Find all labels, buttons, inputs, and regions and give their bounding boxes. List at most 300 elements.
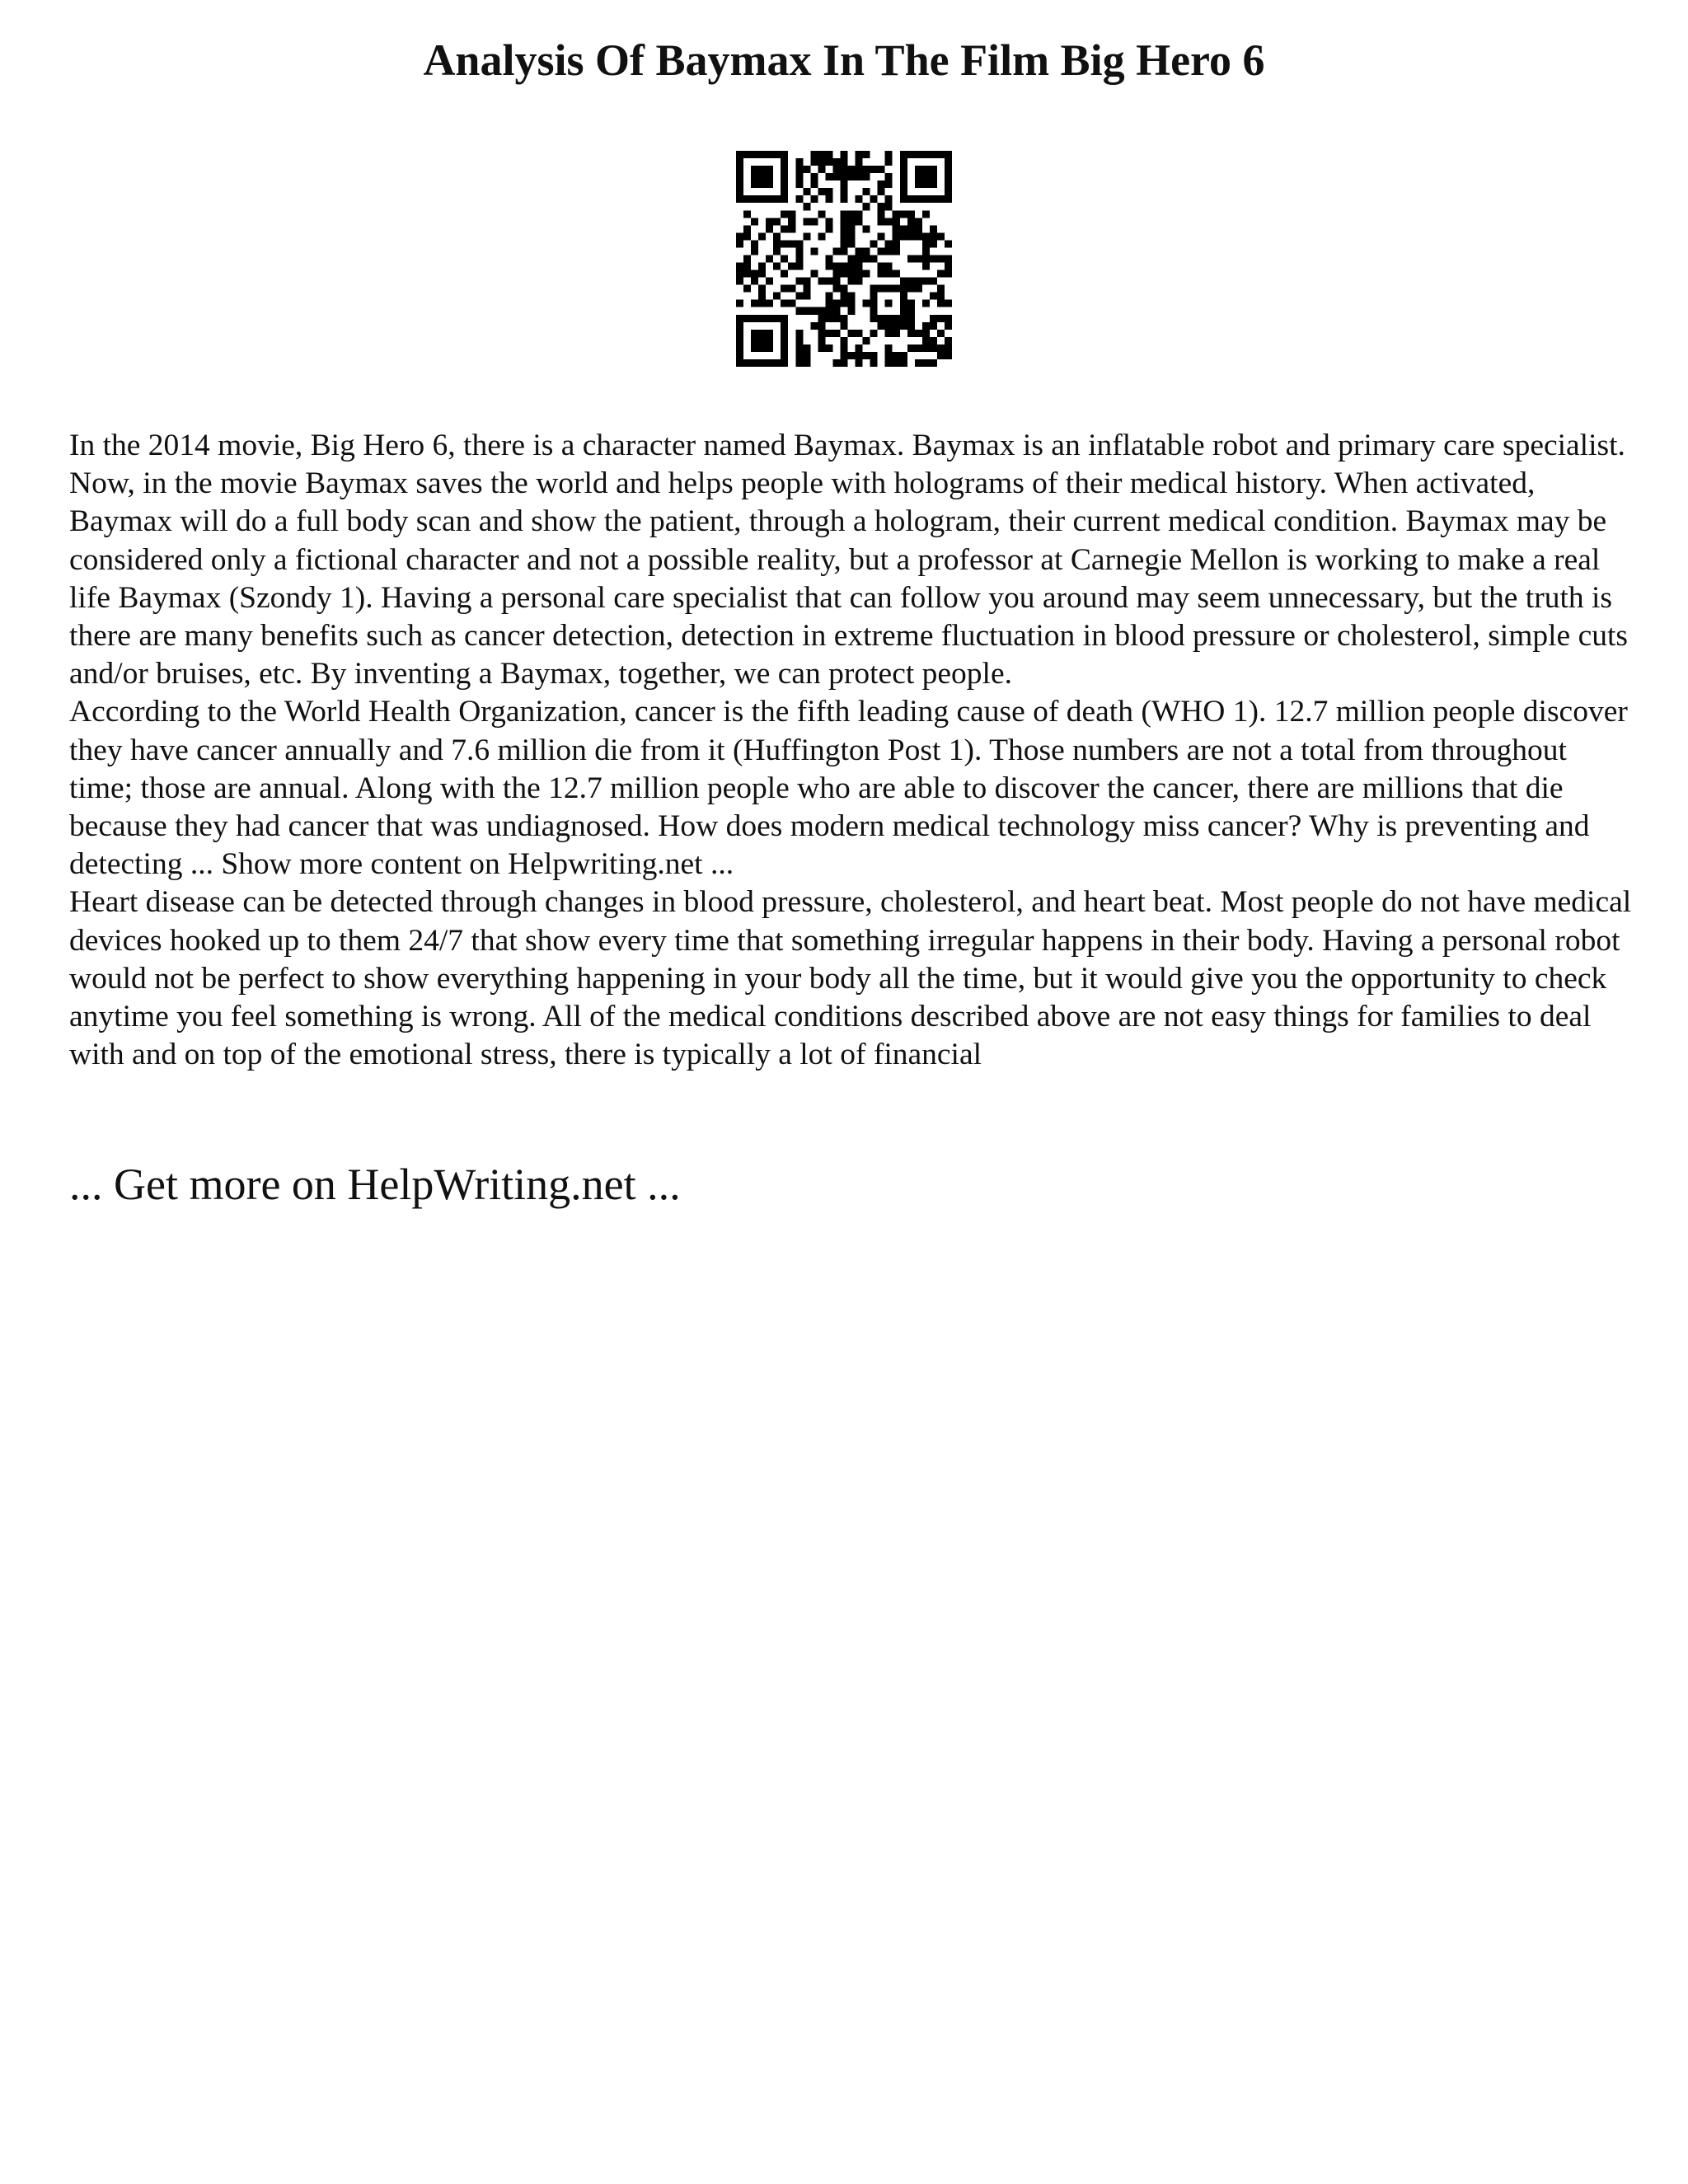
qr-module [937,293,945,300]
qr-module [930,359,937,367]
qr-module [937,300,945,307]
qr-module [751,247,758,255]
qr-module [856,352,863,359]
qr-module [937,255,945,262]
qr-module [781,315,788,322]
qr-module [856,158,863,166]
qr-module [818,278,825,285]
qr-module [773,293,781,300]
qr-module [818,158,825,166]
qr-module [945,255,952,262]
paragraph-1: In the 2014 movie, Big Hero 6, there is a character named Baymax. Baymax is an inflatable robot and primary care specialist. Now, in the movie Baymax saves the world and helps people with holograms of their medical history. When activated, Baymax will do a full body scan and show the patient, through a hologram, their current medical condition. Baymax may be considered only a fictional character and not a possible reality, but a professor at Carnegie Mellon is working to make a real life Baymax (Szondy 1). Having a personal care specialist that can follow you around may seem unnecessary, but the truth is there are many benefits such as cancer detection, detection in extreme fluctuation in blood pressure or cholesterol, simple cuts and/or bruises, etc. By inventing a Baymax, together, we can protect people. [69,429,1628,691]
qr-module [743,195,751,203]
qr-module [795,359,803,367]
qr-module [870,285,878,293]
qr-module [781,173,788,180]
qr-module [736,180,743,188]
qr-module [825,151,832,158]
qr-module [893,240,900,247]
qr-module [825,225,832,232]
qr-module [848,270,856,278]
qr-module [885,180,893,188]
qr-module [781,188,788,195]
qr-module [930,278,937,285]
qr-module [893,232,900,240]
qr-module [900,315,907,322]
qr-module [907,285,915,293]
qr-module [922,180,930,188]
qr-module [848,166,856,173]
qr-module [878,188,885,195]
qr-module [773,359,781,367]
qr-module [885,322,893,330]
get-more-link[interactable]: ... Get more on HelpWriting.net ... [69,1160,681,1209]
qr-module [795,293,803,300]
qr-module [885,263,893,270]
qr-module [915,151,922,158]
article-body [69,427,1635,1074]
qr-module [907,151,915,158]
qr-module [795,337,803,344]
qr-module [781,166,788,173]
qr-module [832,278,840,285]
qr-module [856,359,863,367]
qr-module [848,240,856,247]
qr-module [945,270,952,278]
qr-module [907,315,915,322]
qr-module [848,225,856,232]
qr-module [945,263,952,270]
qr-module [907,210,915,218]
qr-module [915,285,922,293]
qr-module [773,195,781,203]
qr-module [922,195,930,203]
qr-module [937,315,945,322]
qr-module [885,173,893,180]
qr-module [810,158,818,166]
qr-module [781,158,788,166]
qr-module [743,151,751,158]
qr-module [915,225,922,232]
qr-module [751,315,758,322]
qr-module [803,203,810,210]
qr-module [863,166,870,173]
qr-module [945,173,952,180]
qr-module [825,158,832,166]
qr-module [773,247,781,255]
qr-module [840,337,847,344]
qr-module [743,315,751,322]
qr-module [840,247,847,255]
qr-module [803,293,810,300]
qr-module [736,232,743,240]
qr-module [773,263,781,270]
qr-module [870,293,878,300]
qr-module [878,232,885,240]
qr-module [922,210,930,218]
qr-module [766,255,773,262]
qr-module [930,232,937,240]
qr-module [915,180,922,188]
qr-module [922,278,930,285]
qr-module [856,270,863,278]
qr-module [736,173,743,180]
qr-module [878,270,885,278]
qr-module [803,218,810,225]
qr-module [893,359,900,367]
qr-module [766,218,773,225]
qr-module [781,195,788,203]
qr-code-graphic [736,151,952,367]
qr-module [878,166,885,173]
qr-module [930,225,937,232]
qr-module [825,278,832,285]
qr-module [781,337,788,344]
qr-module [907,255,915,262]
qr-module [795,278,803,285]
qr-module [900,307,907,315]
qr-module [795,263,803,270]
qr-module [937,330,945,337]
qr-module [818,232,825,240]
qr-module [840,232,847,240]
qr-module [878,247,885,255]
qr-module [736,359,743,367]
qr-module [736,344,743,352]
qr-module [766,315,773,322]
qr-module [818,151,825,158]
qr-module [781,255,788,262]
qr-module [907,330,915,337]
qr-module [736,278,743,285]
qr-module [915,173,922,180]
qr-module [893,315,900,322]
qr-module [758,300,766,307]
qr-module [803,232,810,240]
qr-module [945,151,952,158]
qr-module [930,322,937,330]
qr-module [788,263,795,270]
qr-module [795,330,803,337]
qr-module [818,315,825,322]
qr-module [907,195,915,203]
qr-module [930,344,937,352]
qr-module [945,166,952,173]
qr-module [781,330,788,337]
qr-module [803,166,810,173]
qr-module [803,188,810,195]
qr-module [856,195,863,203]
qr-module [863,188,870,195]
qr-module [922,359,930,367]
qr-module [922,330,930,337]
qr-module [922,247,930,255]
qr-module [922,232,930,240]
qr-module [751,218,758,225]
qr-module [736,188,743,195]
qr-module [781,270,788,278]
qr-module [945,240,952,247]
qr-module [810,270,818,278]
qr-module [840,293,847,300]
qr-module [945,158,952,166]
qr-module [743,232,751,240]
qr-module [736,166,743,173]
qr-module [937,195,945,203]
qr-module [795,307,803,315]
qr-module [840,166,847,173]
qr-module [840,210,847,218]
qr-module [878,218,885,225]
qr-module [818,210,825,218]
qr-module [810,247,818,255]
qr-module [900,188,907,195]
qr-module [937,232,945,240]
qr-module [870,307,878,315]
qr-module [870,255,878,262]
qr-module [930,195,937,203]
qr-module [863,203,870,210]
qr-module [848,218,856,225]
qr-module [885,352,893,359]
qr-module [825,173,832,180]
qr-module [840,285,847,293]
qr-module [848,330,856,337]
qr-module [781,285,788,293]
qr-module [863,337,870,344]
qr-module [773,240,781,247]
qr-module [893,247,900,255]
qr-module [832,315,840,322]
qr-module [840,300,847,307]
qr-module [743,210,751,218]
qr-module [878,263,885,270]
qr-module [900,278,907,285]
qr-module [766,151,773,158]
qr-module [848,307,856,315]
qr-module [751,195,758,203]
qr-module [907,322,915,330]
qr-module [810,218,818,225]
qr-module [781,300,788,307]
qr-module [885,240,893,247]
qr-module [900,352,907,359]
qr-module [736,270,743,278]
qr-module [825,344,832,352]
qr-module [751,270,758,278]
qr-module [863,255,870,262]
qr-module [930,166,937,173]
qr-module [781,210,788,218]
qr-module [832,359,840,367]
qr-module [907,344,915,352]
qr-module [751,240,758,247]
qr-module [751,359,758,367]
qr-module [810,173,818,180]
qr-module [840,359,847,367]
qr-module [885,330,893,337]
qr-module [922,151,930,158]
qr-module [885,359,893,367]
qr-module [937,285,945,293]
qr-module [773,151,781,158]
qr-module [930,173,937,180]
qr-module [870,330,878,337]
qr-module [863,173,870,180]
qr-module [945,315,952,322]
qr-module [915,255,922,262]
qr-module [766,344,773,352]
qr-module [937,344,945,352]
qr-module [848,210,856,218]
qr-module [922,263,930,270]
qr-module [818,188,825,195]
qr-module [840,195,847,203]
qr-module [915,344,922,352]
qr-module [856,278,863,285]
qr-module [878,315,885,322]
qr-module [856,263,863,270]
paragraph-3: Heart disease can be detected through changes in blood pressure, cholesterol, and heart beat. Most people do not have medical devices hooked up to them 24/7 that show every time that something irregular happens in their body. Having a personal robot would not be perfect to show everything happening in your body all the time, but it would give you the opportunity to check anytime you feel something is wrong. All of the medical conditions described above are not easy things for families to deal with and on top of the emotional stress, there is typically a lot of financial [69,885,1632,1072]
qr-module [900,210,907,218]
qr-module [856,151,863,158]
qr-module [818,307,825,315]
qr-module [758,195,766,203]
qr-module [736,158,743,166]
qr-module [758,330,766,337]
qr-module [758,315,766,322]
qr-module [781,225,788,232]
qr-module [832,307,840,315]
qr-module [766,359,773,367]
qr-module [795,158,803,166]
qr-module [810,322,818,330]
qr-module [743,255,751,262]
qr-module [856,210,863,218]
qr-module [922,337,930,344]
qr-module [788,300,795,307]
qr-module [781,151,788,158]
qr-module [937,151,945,158]
qr-module [863,151,870,158]
qr-module [922,255,930,262]
qr-module [870,359,878,367]
qr-module [751,300,758,307]
qr-module [915,359,922,367]
qr-module [788,240,795,247]
qr-module [803,344,810,352]
qr-module [751,344,758,352]
qr-module [758,344,766,352]
qr-module [825,195,832,203]
qr-module [922,240,930,247]
qr-module [840,225,847,232]
qr-module [885,158,893,166]
qr-module [788,218,795,225]
qr-module [803,307,810,315]
qr-module [736,352,743,359]
qr-module [848,278,856,285]
qr-module [832,330,840,337]
qr-module [930,293,937,300]
qr-module [915,166,922,173]
qr-module [832,270,840,278]
qr-module [945,188,952,195]
qr-module [856,173,863,180]
qr-module [832,158,840,166]
qr-module [893,270,900,278]
qr-module [840,344,847,352]
qr-module [818,344,825,352]
qr-module [885,315,893,322]
qr-module [825,218,832,225]
qr-module [893,322,900,330]
qr-module [758,293,766,300]
qr-module [766,330,773,337]
qr-module [736,322,743,330]
qr-module [870,300,878,307]
qr-module [930,151,937,158]
qr-module [878,285,885,293]
qr-module [878,210,885,218]
qr-module [795,344,803,352]
qr-module [885,285,893,293]
qr-module [885,344,893,352]
qr-module [840,240,847,247]
qr-module [781,322,788,330]
qr-module [878,322,885,330]
qr-module [743,225,751,232]
qr-module [856,247,863,255]
qr-module [848,173,856,180]
qr-module [930,337,937,344]
qr-module [907,218,915,225]
qr-module [885,300,893,307]
qr-module [818,330,825,337]
qr-module [907,232,915,240]
qr-module [945,352,952,359]
qr-module [930,255,937,262]
qr-module [840,151,847,158]
qr-module [945,195,952,203]
qr-module [893,352,900,359]
qr-module [878,180,885,188]
qr-module [736,240,743,247]
qr-module [758,173,766,180]
qr-module [900,232,907,240]
qr-module [832,285,840,293]
qr-module [856,218,863,225]
qr-module [922,300,930,307]
qr-module [758,337,766,344]
qr-module [788,225,795,232]
qr-module [736,315,743,322]
qr-module [825,307,832,315]
qr-module [915,232,922,240]
qr-module [751,337,758,344]
qr-module [766,337,773,344]
qr-module [803,359,810,367]
paragraph-2: According to the World Health Organization, cancer is the fifth leading cause of death (WHO 1). 12.7 million people discover they have cancer annually and 7.6 million die from it (Huffington Post 1). Those numbers are not a total from throughout time; those are annual. Along with the 12.7 million people who are able to discover the cancer, there are millions that die because they had cancer that was undiagnosed. How does modern medical technology miss cancer? Why is preventing and detecting ... Show more content on Helpwriting.net ... [69,695,1628,882]
qr-module [766,180,773,188]
qr-module [915,278,922,285]
qr-module [840,352,847,359]
qr-module [915,195,922,203]
qr-module [781,180,788,188]
qr-module [856,255,863,262]
qr-module [751,166,758,173]
qr-module [795,173,803,180]
